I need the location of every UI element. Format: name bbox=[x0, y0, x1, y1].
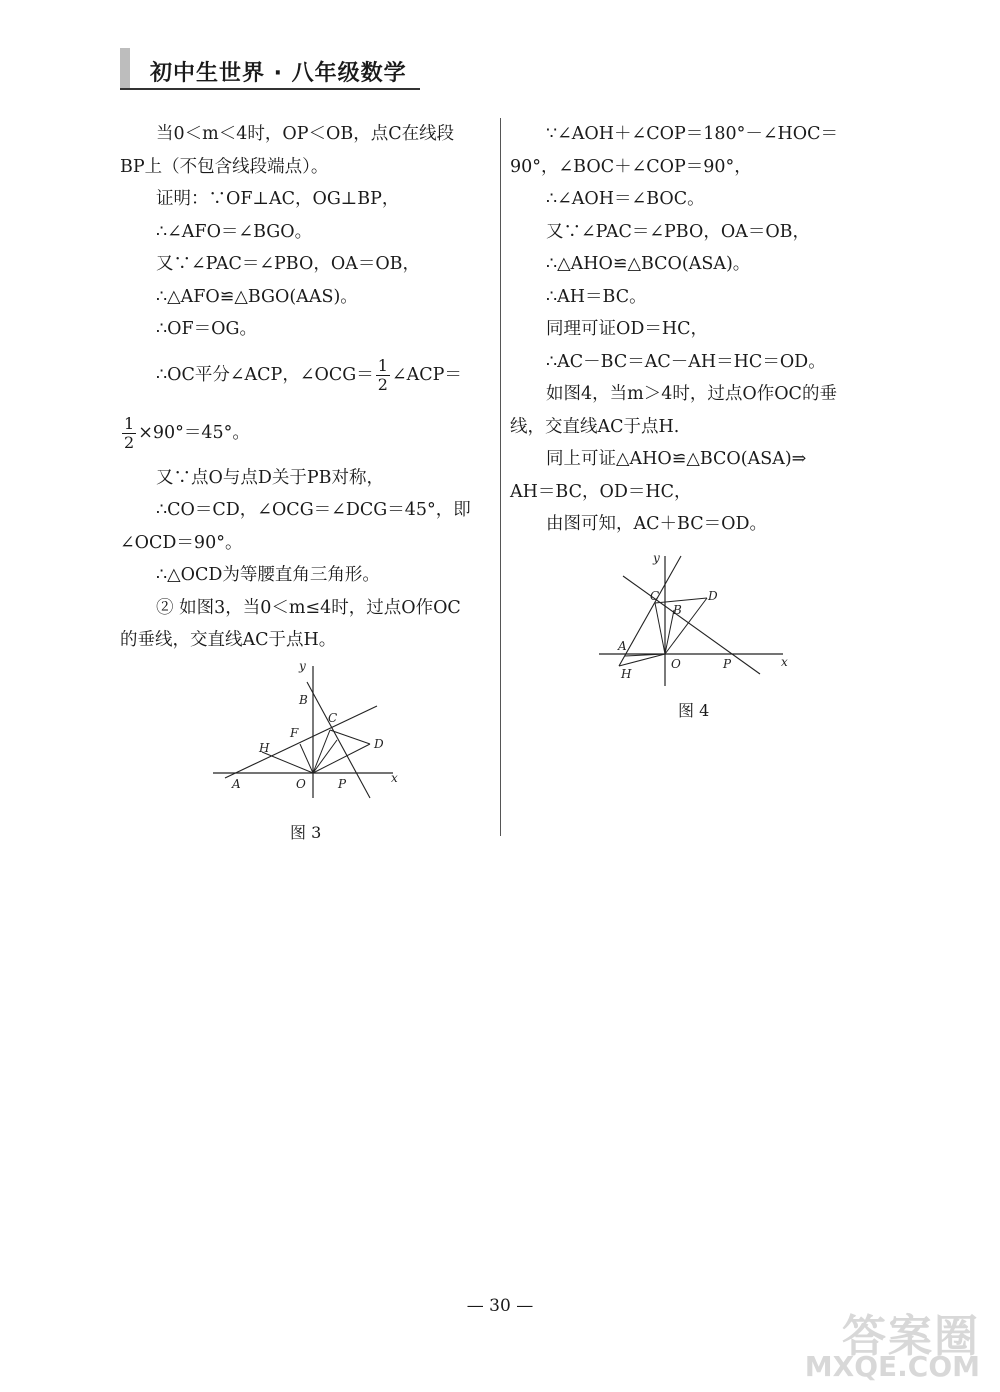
text-line: 证明：∵OF⊥AC，OG⊥BP， bbox=[156, 189, 400, 209]
segment-OC bbox=[313, 730, 330, 773]
text-line: ∴AH＝BC。 bbox=[546, 286, 647, 307]
fraction-numerator: 1 bbox=[377, 355, 388, 375]
text-line: 同理可证OD＝HC， bbox=[546, 319, 709, 339]
fraction-line bbox=[120, 346, 490, 404]
text-line: ∠OCD＝90°。 bbox=[120, 532, 243, 553]
column-divider bbox=[500, 118, 501, 836]
label-F: F bbox=[290, 726, 299, 740]
label-O: O bbox=[671, 657, 681, 671]
label-A: A bbox=[232, 777, 241, 791]
label-D: D bbox=[708, 589, 718, 603]
label-H: H bbox=[259, 741, 270, 755]
label-A: A bbox=[618, 639, 627, 653]
text-line: 线，交直线AC于点H. bbox=[510, 416, 680, 437]
text-line: 由图可知，AC＋BC＝OD。 bbox=[546, 514, 767, 534]
label-P: P bbox=[338, 777, 347, 791]
text-line: ∴△AHO≌△BCO(ASA)。 bbox=[546, 254, 751, 274]
figure-4-diagram bbox=[595, 548, 795, 688]
fraction-line-2-after: ×90°＝45°。 bbox=[138, 422, 250, 443]
text-line: ∴AC－BC＝AC－AH＝HC＝OD。 bbox=[546, 351, 826, 372]
text-line: 同上可证△AHO≌△BCO(ASA)⇒ bbox=[546, 449, 807, 469]
fraction-numerator: 1 bbox=[124, 413, 135, 433]
watermark-text-bottom: MXQE.COM bbox=[804, 1350, 980, 1383]
text-line: ∴△AFO≌△BGO(AAS)。 bbox=[156, 286, 358, 307]
label-D: D bbox=[374, 737, 384, 751]
text-line: 的垂线，交直线AC于点H。 bbox=[120, 630, 337, 650]
label-C: C bbox=[328, 711, 338, 725]
label-P: P bbox=[723, 657, 732, 671]
label-O: O bbox=[296, 777, 306, 791]
fraction-denominator: 2 bbox=[124, 432, 135, 452]
label-B: B bbox=[673, 603, 682, 617]
segment-OD bbox=[313, 744, 370, 773]
watermark-text-top: 答案圈 bbox=[842, 1311, 980, 1362]
text-line: 又∵∠PAC＝∠PBO，OA＝OB， bbox=[546, 221, 811, 242]
fraction-line-after: ∠ACP＝ bbox=[391, 364, 462, 385]
text-line: 又∵点O与点D关于PB对称， bbox=[156, 467, 385, 488]
text-line: 90°，∠BOC＋∠COP＝90°， bbox=[510, 156, 752, 177]
watermark-logo bbox=[800, 1300, 990, 1386]
text-line: BP上（不包含线段端点）。 bbox=[120, 156, 329, 177]
line-AC bbox=[225, 706, 377, 778]
text-line: ∴△OCD为等腰直角三角形。 bbox=[156, 565, 380, 585]
page-number: — 30 — bbox=[466, 1296, 534, 1316]
text-line: ∵∠AOH＋∠COP＝180°－∠HOC＝ bbox=[546, 124, 839, 144]
fraction-line-before: ∴OC平分∠ACP，∠OCG＝ bbox=[156, 364, 374, 385]
header-rule bbox=[120, 88, 420, 90]
fraction-half-2 bbox=[122, 415, 136, 452]
label-C: C bbox=[650, 589, 660, 603]
header-accent-bar bbox=[120, 48, 130, 90]
text-line: 又∵∠PAC＝∠PBO，OA＝OB， bbox=[156, 254, 421, 274]
label-B: B bbox=[299, 693, 308, 707]
label-H: H bbox=[621, 667, 632, 681]
segment-OD bbox=[665, 598, 707, 654]
label-y: y bbox=[299, 660, 306, 673]
fraction-line-2 bbox=[120, 404, 490, 462]
text-line: ∴∠AOH＝∠BOC。 bbox=[546, 189, 705, 209]
left-column bbox=[120, 118, 490, 657]
text-line: AH＝BC，OD＝HC， bbox=[510, 481, 692, 502]
text-line: ∴CO＝CD，∠OCG＝∠DCG＝45°，即 bbox=[156, 500, 471, 520]
label-x: x bbox=[781, 655, 788, 669]
figure-3-diagram bbox=[205, 660, 405, 800]
text-line: ∴∠AFO＝∠BGO。 bbox=[156, 221, 313, 242]
figure-4-caption: 图 4 bbox=[678, 701, 710, 720]
figure-3-caption: 图 3 bbox=[290, 823, 322, 842]
label-y: y bbox=[653, 551, 660, 565]
text-line: 当0＜m＜4时，OP＜OB，点C在线段 bbox=[156, 124, 455, 144]
label-x: x bbox=[391, 771, 398, 785]
page-header-title: 初中生世界 · 八年级数学 bbox=[150, 61, 407, 86]
segment-OC bbox=[655, 603, 665, 654]
text-line: 如图4，当m＞4时，过点O作OC的垂 bbox=[546, 384, 837, 404]
fraction-half bbox=[376, 357, 390, 394]
text-line: ∴OF＝OG。 bbox=[156, 319, 257, 339]
segment-OG bbox=[313, 740, 337, 773]
text-line: ② 如图3，当0＜m≤4时，过点O作OC bbox=[156, 597, 461, 618]
right-column bbox=[510, 118, 880, 541]
fraction-denominator: 2 bbox=[377, 374, 388, 394]
